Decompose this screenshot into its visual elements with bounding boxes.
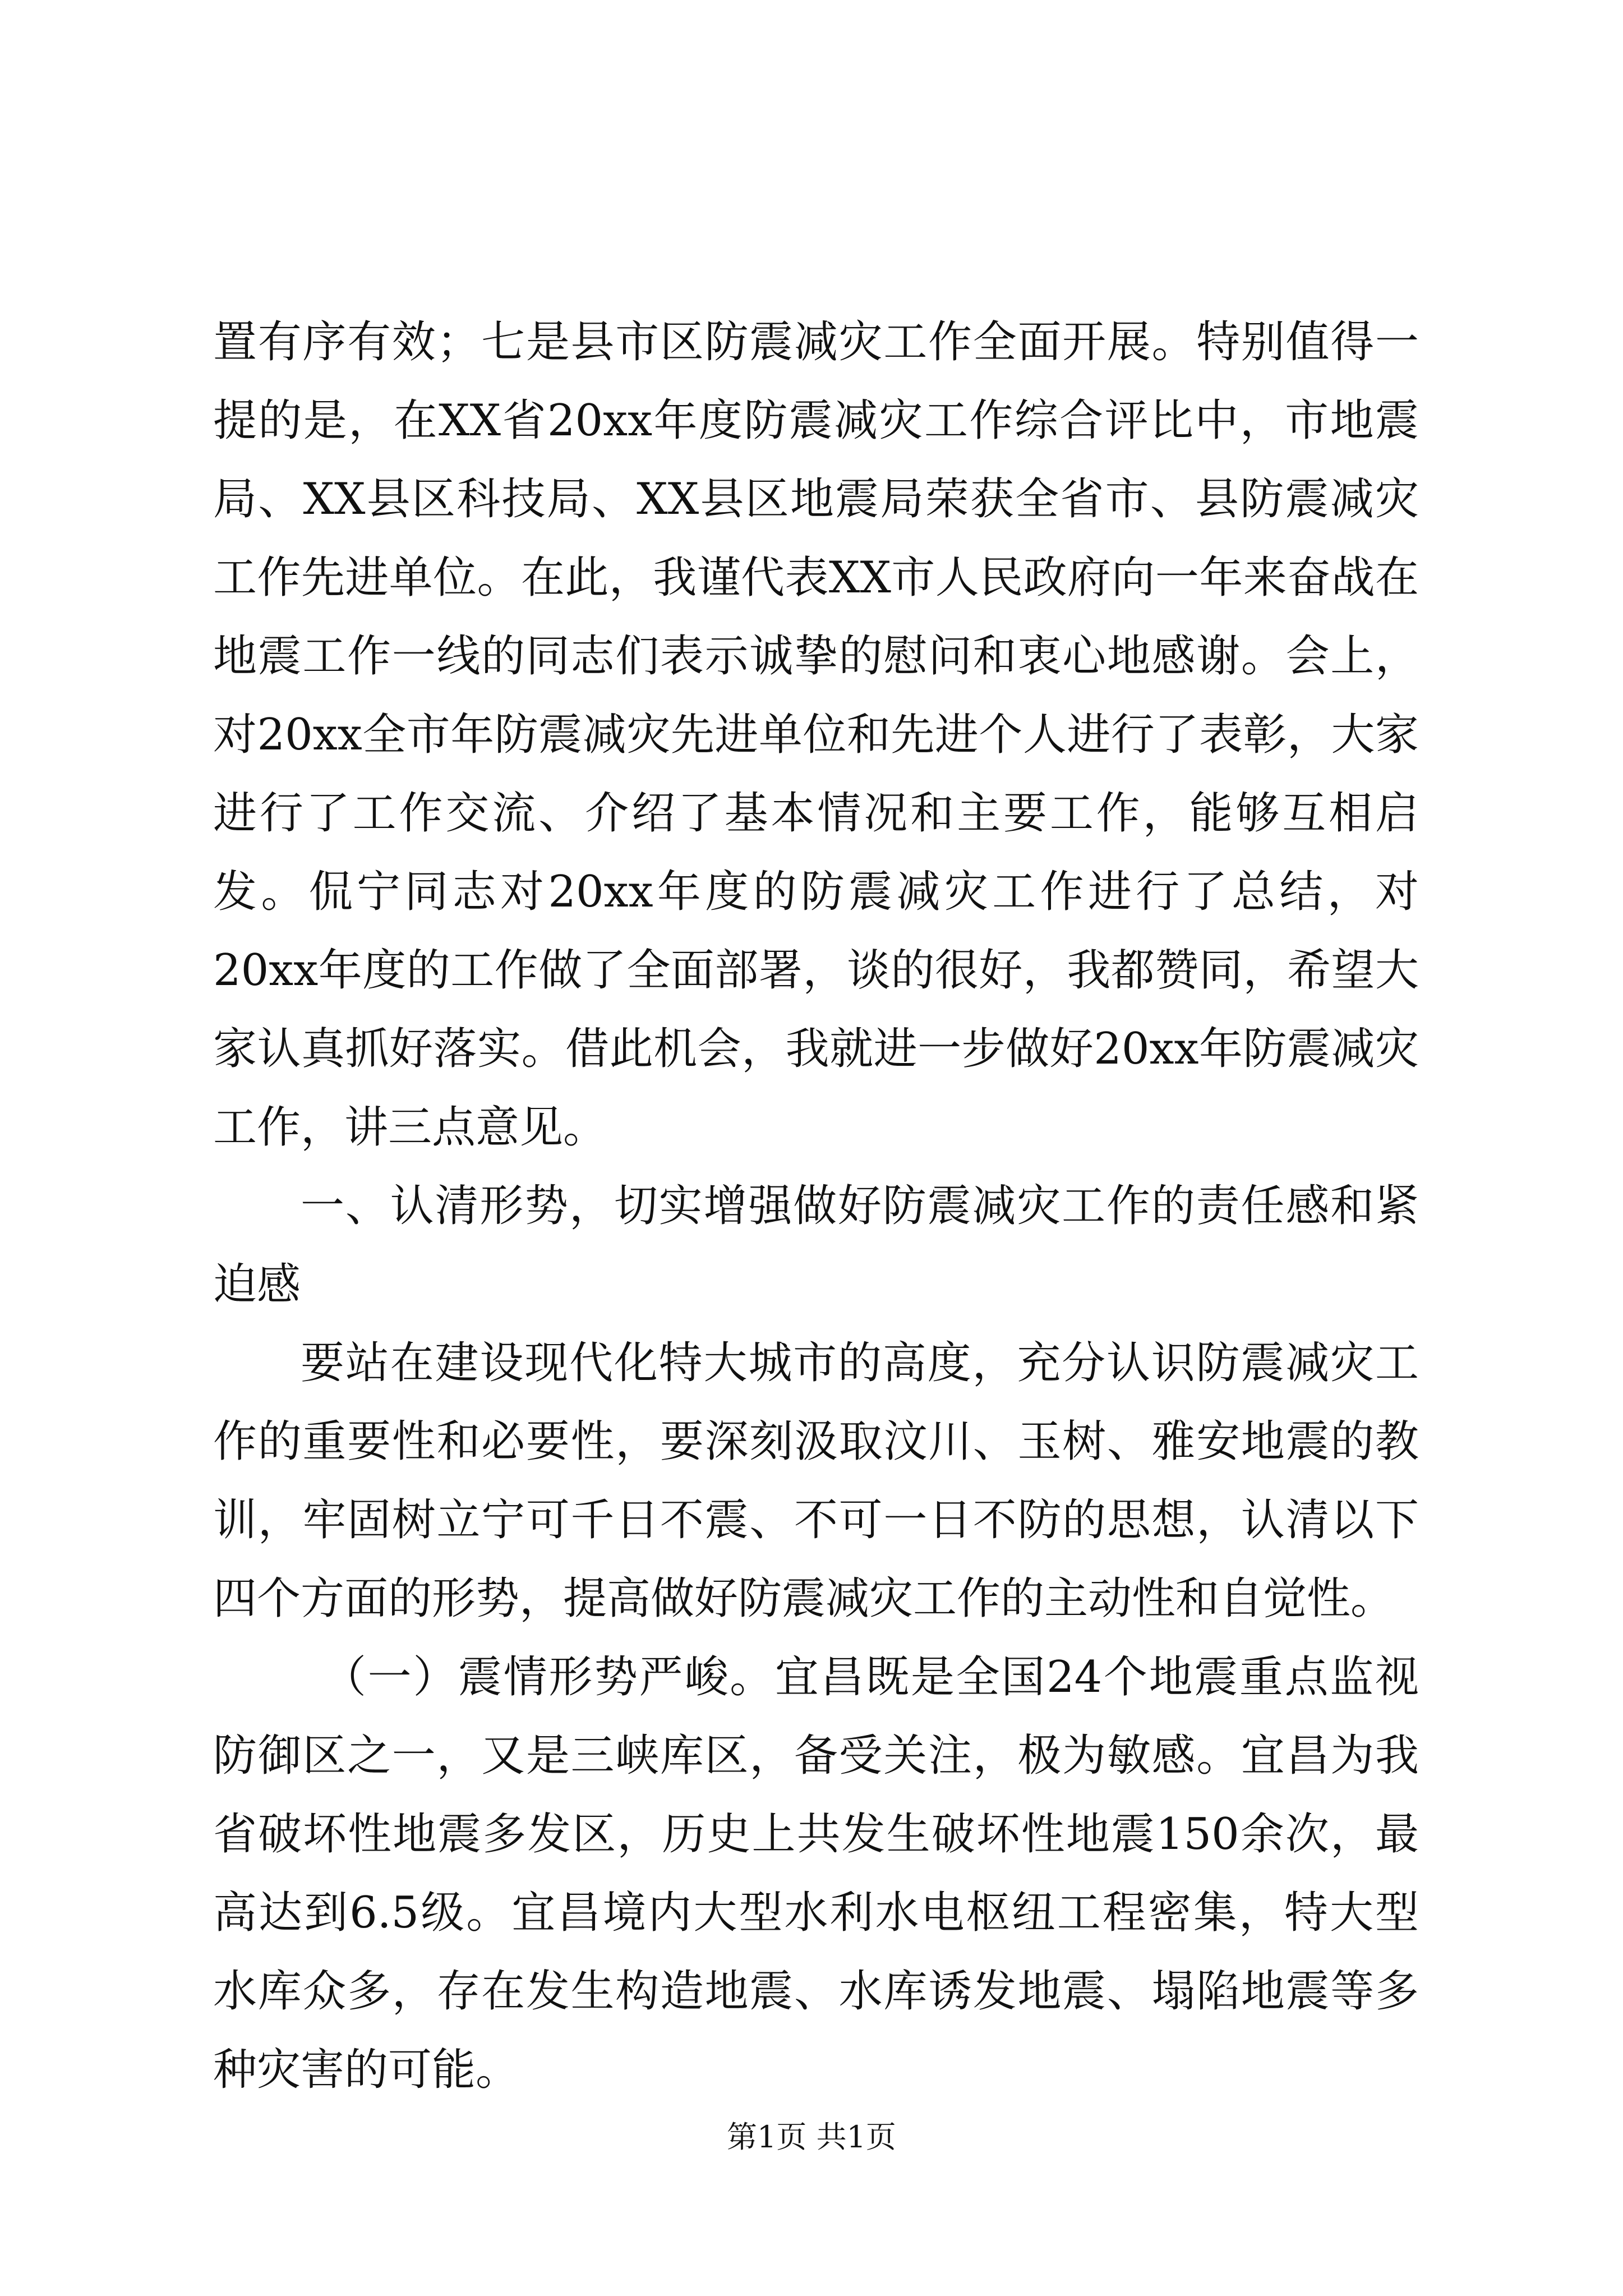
- body-paragraph: 置有序有效；七是县市区防震减灾工作全面开展。特别值得一提的是，在XX省20xx年度防震减灾工作综合评比中，市地震局、XX县区科技局、XX县区地震局荣获全省市、县防震减灾工作先进单位。在此，我谨代表XX市人民政府向一年来奋战在地震工作一线的同志们表示诚挚的慰问和衷心地感谢。会上，对20xx全市年防震减灾先进单位和先进个人进行了表彰，大家进行了工作交流、介绍了基本情况和主要工作，能够互相启发。侃宁同志对20xx年度的防震减灾工作进行了总结，对20xx年度的工作做了全面部署，谈的很好，我都赞同，希望大家认真抓好落实。借此机会，我就进一步做好20xx年防震减灾工作，讲三点意见。: [213, 317, 1419, 1153]
- section-heading: 一、认清形势，切实增强做好防震减灾工作的责任感和紧迫感: [213, 1181, 1419, 1310]
- document-body: [213, 303, 1419, 2109]
- page-footer: 第1页 共1页: [727, 2119, 896, 2155]
- subsection-paragraph: （一）震情形势严峻。宜昌既是全国24个地震重点监视防御区之一，又是三峡库区，备受关注，极为敏感。宜昌为我省破坏性地震多发区，历史上共发生破坏性地震150余次，最高达到6.5级。宜昌境内大型水利水电枢纽工程密集，特大型水库众多，存在发生构造地震、水库诱发地震、塌陷地震等多种灾害的可能。: [213, 1652, 1419, 2095]
- body-paragraph: 要站在建设现代化特大城市的高度，充分认识防震减灾工作的重要性和必要性，要深刻汲取汶川、玉树、雅安地震的教训，牢固树立宁可千日不震、不可一日不防的思想，认清以下四个方面的形势，提高做好防震减灾工作的主动性和自觉性。: [213, 1338, 1419, 1624]
